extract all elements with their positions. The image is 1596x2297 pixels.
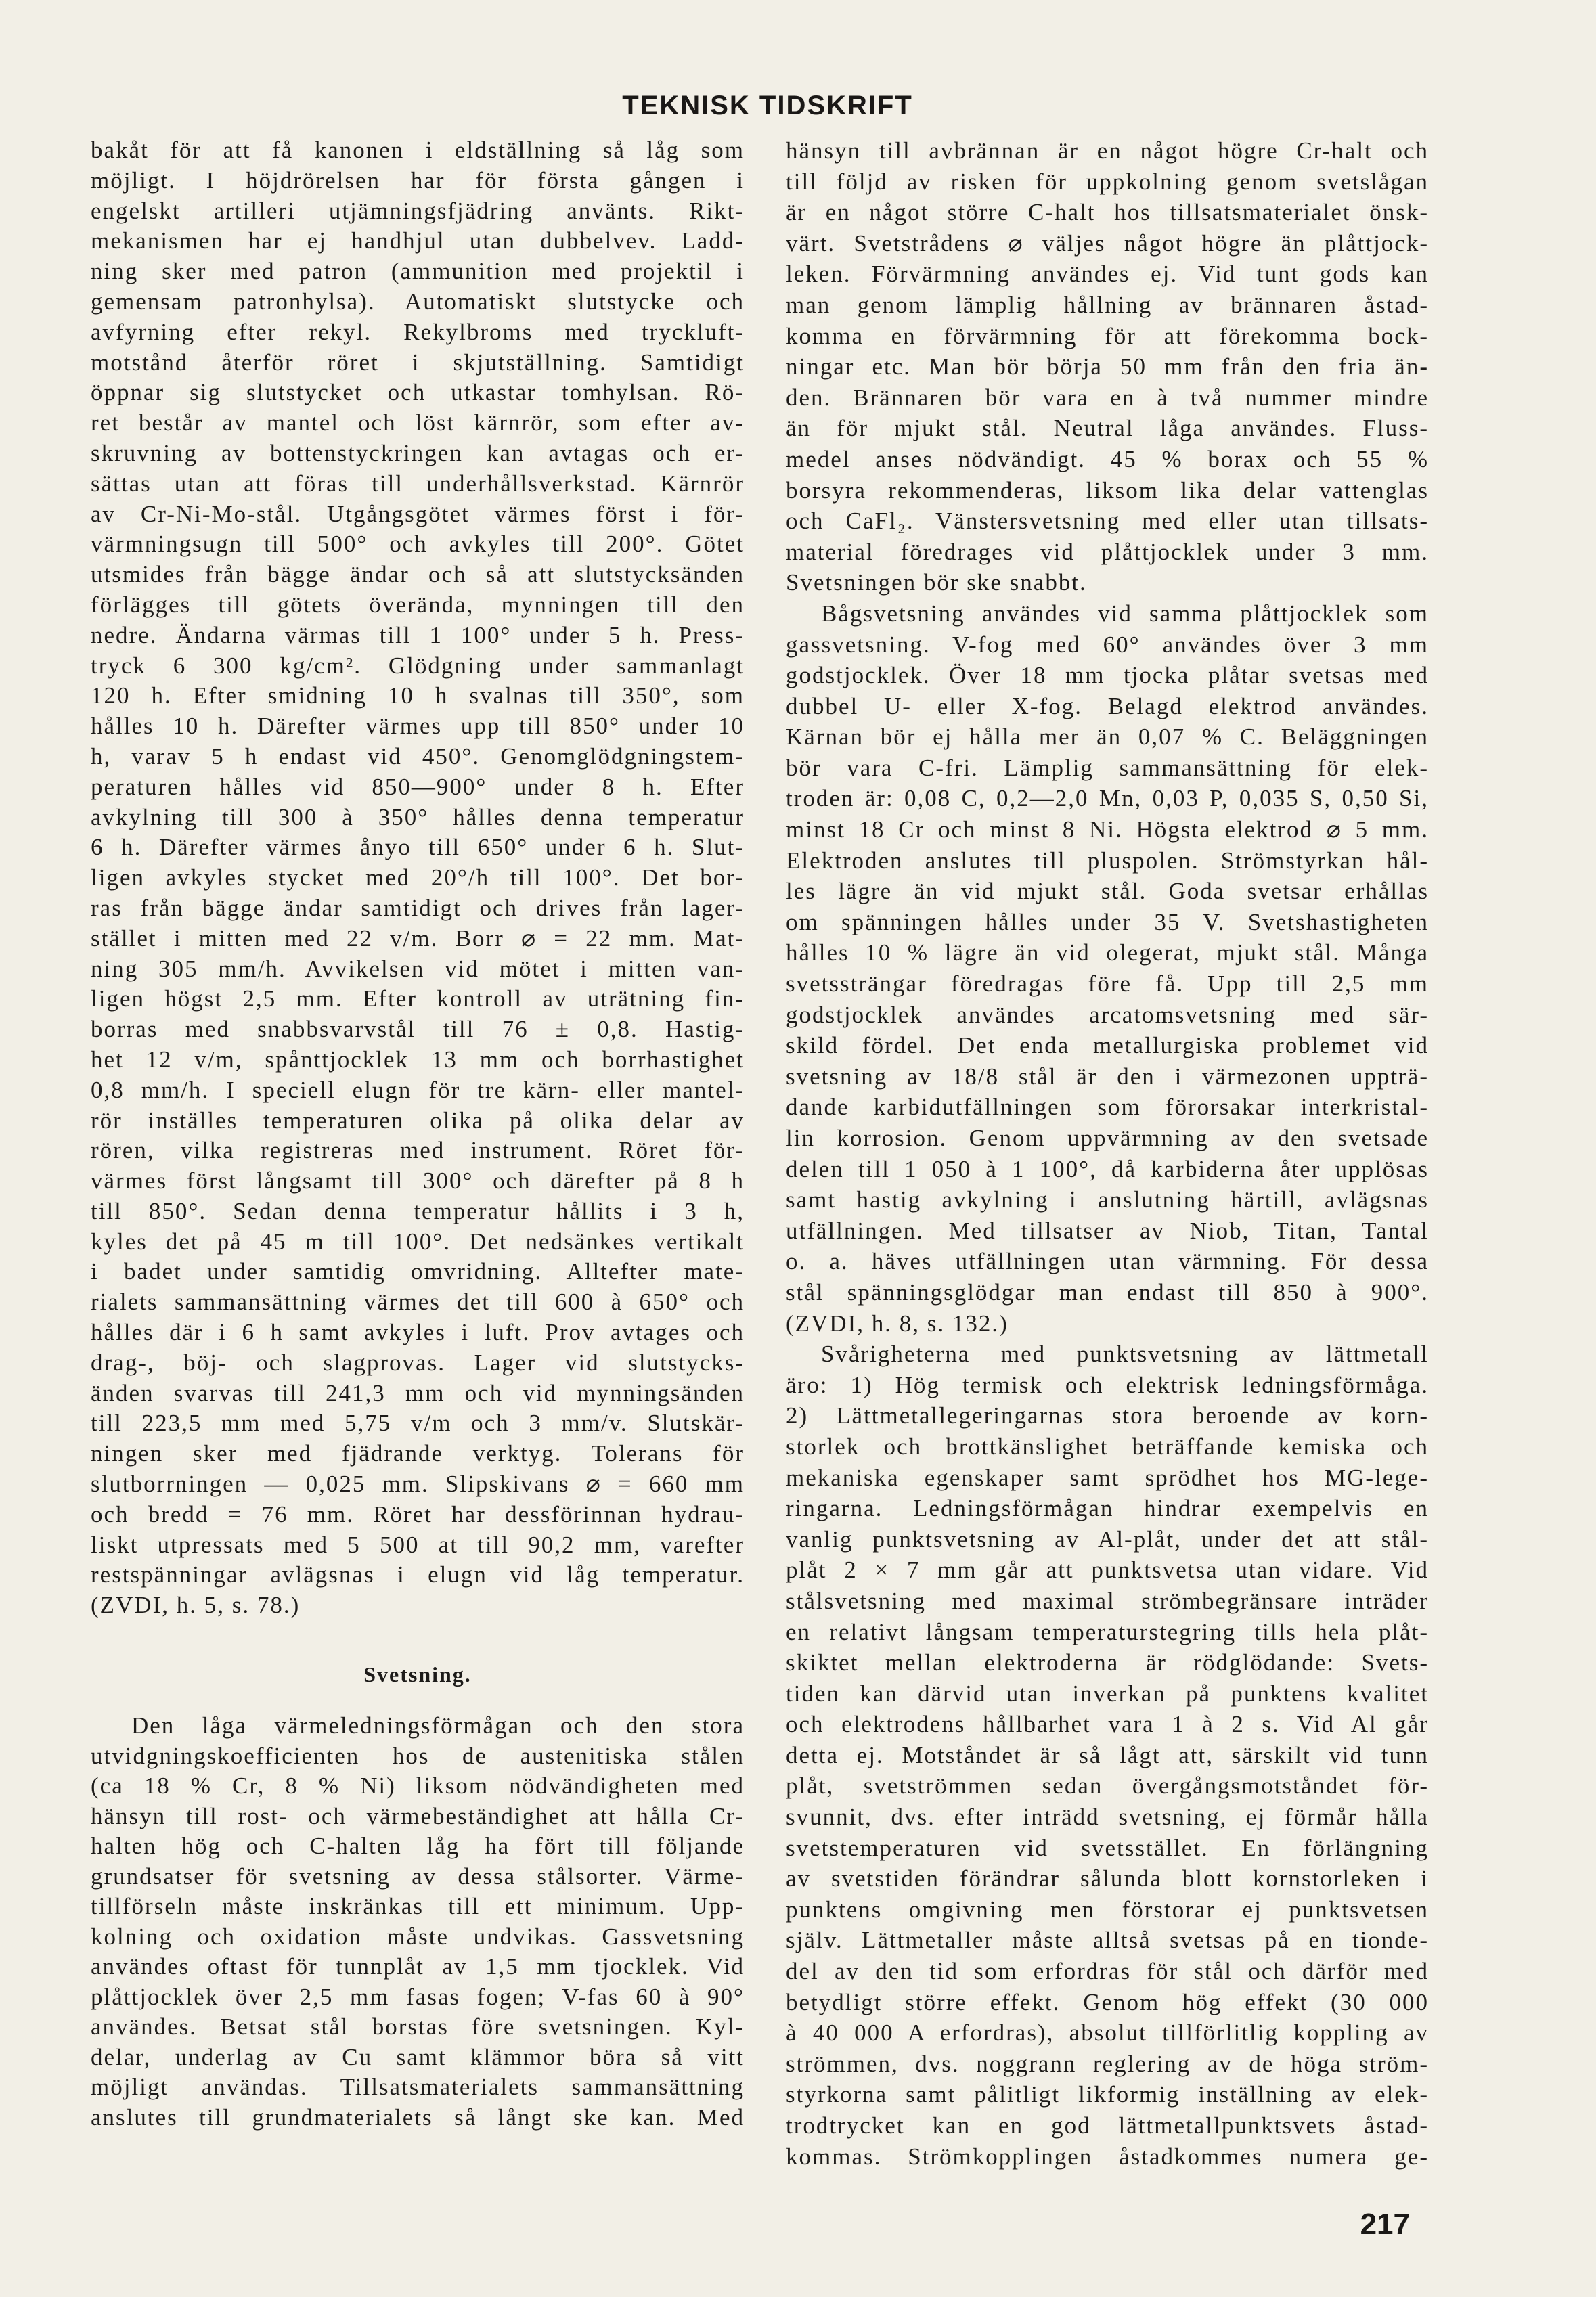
text-line: trodtrycket kan en god lättmetallpunktsvets åstad-: [786, 2112, 1429, 2139]
text-line: samt hastig avkylning i anslutning härtill, avlägsnas: [786, 1186, 1429, 1213]
text-line: stället i mitten med 22 v/m. Borr ⌀ = 22 mm. Mat-: [91, 924, 745, 952]
text-line: och bredd = 76 mm. Röret har dessförinnan hydrau-: [91, 1500, 745, 1527]
text-line: till följd av risken för uppkolning genom svetslågan: [786, 168, 1429, 195]
text-line: är en något större C-halt hos tillsatsmaterialet önsk-: [786, 199, 1429, 226]
text-line: svetsning av 18/8 stål är den i värmezonen uppträ-: [786, 1063, 1429, 1090]
text-line: delen till 1 050 à 1 100°, då karbiderna åter upplösas: [786, 1155, 1429, 1182]
text-line: tryck 6 300 kg/cm². Glödgning under sammanlagt: [91, 652, 745, 679]
left-paragraph-welding-intro: [91, 1711, 745, 2133]
text-line: tiden kan därvid utan inverkan på punktens kvalitet: [786, 1680, 1429, 1707]
text-line: rialets sammansättning värmes det till 600 à 650° och: [91, 1289, 745, 1316]
text-line: detta ej. Motståndet är så lågt att, särskilt vid tunn: [786, 1741, 1429, 1768]
text-line: del av den tid som erfordras för stål och därför med: [786, 1958, 1429, 1985]
page-number: 217: [1360, 2208, 1410, 2241]
text-line: peraturen hålles vid 850—900° under 8 h. Efter: [91, 773, 745, 800]
text-line: ligen avkyles stycket med 20°/h till 100°. Det bor-: [91, 864, 745, 891]
text-line: h, varav 5 h endast vid 450°. Genomglödgningstem-: [91, 742, 745, 770]
section-heading-svetsning: Svetsning.: [363, 1662, 472, 1687]
text-line: utvidgningskoefficienten hos de austenitiska stålen: [91, 1742, 745, 1769]
text-line: hålles där i 6 h samt avkyles i luft. Prov avtages och: [91, 1319, 745, 1346]
text-line: förlägges till götets överända, mynningen till den: [91, 591, 745, 618]
left-paragraph-gun-barrel: [91, 135, 745, 1621]
text-line: Kärnan bör ej hålla mer än 0,07 % C. Beläggningen: [786, 723, 1429, 751]
right-paragraph-spot-welding: [786, 1339, 1429, 2172]
text-line: o. a. häves utfällningen utan värmning. För dessa: [786, 1248, 1429, 1275]
text-line: kommas. Strömkopplingen åstadkommes numera ge-: [786, 2143, 1429, 2170]
text-line: borsyra rekommenderas, liksom lika delar vattenglas: [786, 476, 1429, 504]
text-line: skild fördel. Det enda metallurgiska problemet vid: [786, 1032, 1429, 1059]
text-line: tillförseln måste inskränkas till ett minimum. Upp-: [91, 1893, 745, 1920]
text-line: av svetstiden förändrar sålunda blott kornstorleken i: [786, 1865, 1429, 1892]
left-column: [91, 135, 745, 2133]
text-line: änden svarvas till 241,3 mm och vid mynningsänden: [91, 1379, 745, 1406]
text-line: till 223,5 mm med 5,75 v/m och 3 mm/v. Slutskär-: [91, 1410, 745, 1437]
text-line: (ZVDI, h. 8, s. 132.): [786, 1310, 1008, 1337]
text-line: delar, underlag av Cu samt klämmor böra så vitt: [91, 2043, 745, 2070]
text-line: Elektroden anslutes till pluspolen. Strömstyrkan hål-: [786, 847, 1429, 874]
text-line: kyles det på 45 m till 100°. Det nedsänkes vertikalt: [91, 1228, 745, 1255]
text-line: ligen högst 2,5 mm. Efter kontroll av uträtning fin-: [91, 985, 745, 1012]
text-line: grundsatser för svetsning av dessa stålsorter. Värme-: [91, 1863, 745, 1890]
text-line: ringarna. Ledningsförmågan hindrar exempelvis en: [786, 1495, 1429, 1522]
text-line: leken. Förvärmning användes ej. Vid tunt gods kan: [786, 261, 1429, 288]
text-line: ret består av mantel och löst kärnrör, som efter av-: [91, 409, 745, 437]
text-line: gemensam patronhylsa). Automatiskt slutstycke och: [91, 288, 745, 315]
text-line: användes oftast för tunnplåt av 1,5 mm tjocklek. Vid: [91, 1953, 745, 1980]
text-line: kolning och oxidation måste undvikas. Gassvetsning: [91, 1923, 745, 1950]
text-line: än för mjukt stål. Neutral låga användes. Fluss-: [786, 415, 1429, 442]
text-line: ning sker med patron (ammunition med projektil i: [91, 258, 745, 285]
text-line: anslutes till grundmaterialets så långt ske kan. Med: [91, 2103, 745, 2131]
text-line: liskt utpressats med 5 500 at till 90,2 mm, varefter: [91, 1531, 745, 1558]
text-line: punktens omgivning men förstorar ej punktsvetsen: [786, 1896, 1429, 1923]
text-line: styrkorna samt pålitligt likformig inställning av elek-: [786, 2081, 1429, 2108]
text-line: hålles 10 h. Därefter värmes upp till 850° under 10: [91, 713, 745, 740]
text-line: drag-, böj- och slagprovas. Lager vid slutstycks-: [91, 1349, 745, 1376]
text-line: mekaniska egenskaper samt sprödhet hos MG-lege-: [786, 1464, 1429, 1491]
text-line: stål spänningsglödgar man endast till 850 à 900°.: [786, 1278, 1429, 1306]
text-line: mekanismen har ej handhjul utan dubbelvev. Ladd-: [91, 227, 745, 254]
text-line: och CaFl₂. Vänstersvetsning med eller utan tillsats-: [786, 508, 1429, 535]
text-line: minst 18 Cr och minst 8 Ni. Högsta elektrod ⌀ 5 mm.: [786, 816, 1429, 843]
text-line: à 40 000 A erfordras), absolut tillförlitlig koppling av: [786, 2020, 1429, 2047]
right-column: [786, 135, 1429, 2172]
text-line: och elektrodens hållbarhet vara 1 à 2 s. Vid Al går: [786, 1711, 1429, 1738]
text-line: till 850°. Sedan denna temperatur hållits i 3 h,: [91, 1197, 745, 1224]
text-line: avkylning till 300 à 350° hålles denna temperatur: [91, 803, 745, 830]
text-line: hänsyn till rost- och värmebeständighet att hålla Cr-: [91, 1802, 745, 1829]
text-line: plåt 2 × 7 mm går att punktsvetsa utan vidare. Vid: [786, 1557, 1429, 1584]
text-line: rör inställes temperaturen olika på olika delar av: [91, 1107, 745, 1134]
text-line: användes. Betsat stål borstas före svetsningen. Kyl-: [91, 2013, 745, 2040]
text-line: avfyrning efter rekyl. Rekylbroms med tryckluft-: [91, 318, 745, 345]
text-line: les lägre än vid mjukt stål. Goda svetsar erhållas: [786, 878, 1429, 905]
text-line: värmningsugn till 500° och avkyles till 200°. Götet: [91, 531, 745, 558]
text-line: en relativt långsam temperaturstegring tills hela plåt-: [786, 1618, 1429, 1645]
text-line: sättas utan att föras till underhållsverkstad. Kärnrör: [91, 470, 745, 497]
text-line: Bågsvetsning användes vid samma plåttjocklek som: [821, 600, 1429, 627]
text-line: själv. Lättmetaller måste alltså svetsas på en tionde-: [786, 1927, 1429, 1954]
text-line: restspänningar avlägsnas i elugn vid låg temperatur.: [91, 1561, 745, 1588]
text-line: Svetsningen bör ske snabbt.: [786, 569, 1087, 596]
text-line: dande karbidutfällningen som förorsakar interkristal-: [786, 1094, 1429, 1121]
right-paragraph-gas-welding: [786, 135, 1429, 598]
text-line: värt. Svetstrådens ⌀ väljes något högre än plåttjock-: [786, 229, 1429, 257]
text-line: komma en förvärmning för att förekomma bock-: [786, 322, 1429, 349]
text-line: öppnar sig slutstycket och utkastar tomhylsan. Rö-: [91, 379, 745, 406]
text-line: godstjocklek. Över 18 mm tjocka plåtar svetsas med: [786, 662, 1429, 689]
text-line: (ZVDI, h. 5, s. 78.): [91, 1592, 301, 1619]
text-line: Den låga värmeledningsförmågan och den stora: [131, 1712, 745, 1739]
text-line: om spänningen hålles under 35 V. Svetshastigheten: [786, 908, 1429, 935]
text-line: 120 h. Efter smidning 10 h svalnas till 350°, som: [91, 682, 745, 709]
text-line: av Cr-Ni-Mo-stål. Utgångsgötet värmes först i för-: [91, 500, 745, 527]
text-line: ras från bägge ändar samtidigt och drives från lager-: [91, 894, 745, 921]
text-line: svetssträngar föredragas före få. Upp till 2,5 mm: [786, 971, 1429, 998]
text-line: lin korrosion. Genom uppvärmning av den svetsade: [786, 1125, 1429, 1151]
text-line: skruvning av bottenstyckringen kan avtagas och er-: [91, 439, 745, 466]
text-line: betydligt större effekt. Genom hög effekt (30 000: [786, 1988, 1429, 2015]
text-line: 6 h. Därefter värmes ånyo till 650° under 6 h. Slut-: [91, 834, 745, 861]
text-line: man genom lämplig hållning av brännaren åstad-: [786, 291, 1429, 318]
text-line: material föredrages vid plåttjocklek under 3 mm.: [786, 538, 1429, 565]
running-head-journal-title: TEKNISK TIDSKRIFT: [622, 91, 913, 120]
text-line: ningen sker med fjädrande verktyg. Tolerans för: [91, 1440, 745, 1467]
text-line: motstånd återför röret i skjutställning. Samtidigt: [91, 349, 745, 376]
text-line: gassvetsning. V-fog med 60° användes över 3 mm: [786, 631, 1429, 658]
text-line: hålles 10 % lägre än vid olegerat, mjukt stål. Många: [786, 939, 1429, 966]
text-line: medel anses nödvändigt. 45 % borax och 55 %: [786, 445, 1429, 472]
text-line: strömmen, dvs. noggrann reglering av de höga ström-: [786, 2050, 1429, 2077]
text-line: nedre. Ändarna värmas till 1 100° under 5 h. Press-: [91, 621, 745, 648]
text-line: bakåt för att få kanonen i eldställning så låg som: [91, 137, 745, 163]
text-line: 0,8 mm/h. I speciell elugn för tre kärn- eller mantel-: [91, 1076, 745, 1103]
text-line: vanlig punktsvetsning av Al-plåt, under det att stål-: [786, 1525, 1429, 1553]
text-line: engelskt artilleri utjämningsfjädring använts. Rikt-: [91, 197, 745, 224]
text-line: storlek och brottkänslighet beträffande kemiska och: [786, 1433, 1429, 1460]
text-line: Svårigheterna med punktsvetsning av lättmetall: [821, 1341, 1429, 1368]
text-line: bör vara C-fri. Lämplig sammansättning för elek-: [786, 754, 1429, 781]
text-line: dubbel U- eller X-fog. Belagd elektrod användes.: [786, 692, 1429, 719]
text-line: plåttjocklek över 2,5 mm fasas fogen; V-fas 60 à 90°: [91, 1983, 745, 2010]
text-line: hänsyn till avbrännan är en något högre Cr-halt och: [786, 137, 1429, 164]
right-paragraph-arc-welding: [786, 598, 1429, 1339]
text-line: slutborrningen — 0,025 mm. Slipskivans ⌀ = 660 mm: [91, 1471, 745, 1498]
text-line: godstjocklek användes arcatomsvetsning med sär-: [786, 1001, 1429, 1028]
text-line: äro: 1) Hög termisk och elektrisk ledningsförmåga.: [786, 1371, 1429, 1398]
text-line: utsmides från bägge ändar och så att slutstycksänden: [91, 561, 745, 588]
text-line: möjligt. I höjdrörelsen har för första gången i: [91, 166, 745, 194]
text-line: rören, vilka registreras med instrument. Röret för-: [91, 1137, 745, 1164]
text-line: utfällningen. Med tillsatser av Niob, Titan, Tantal: [786, 1217, 1429, 1244]
text-line: skiktet mellan elektroderna är rödglödande: Svets-: [786, 1649, 1429, 1676]
text-line: het 12 v/m, spånttjocklek 13 mm och borrhastighet: [91, 1046, 745, 1073]
text-line: stålsvetsning med maximal strömbegränsare inträder: [786, 1587, 1429, 1614]
text-line: den. Brännaren bör vara en à två nummer mindre: [786, 384, 1429, 411]
text-line: troden är: 0,08 C, 0,2—2,0 Mn, 0,03 P, 0,035 S, 0,50 Si,: [786, 785, 1429, 812]
text-line: värmes först långsamt till 300° och därefter på 8 h: [91, 1167, 745, 1195]
text-line: svunnit, dvs. efter inträdd svetsning, ej förmår hålla: [786, 1804, 1429, 1831]
text-line: borras med snabbsvarvstål till 76 ± 0,8. Hastig-: [91, 1016, 745, 1043]
text-line: plåt, svetströmmen sedan övergångsmotståndet för-: [786, 1772, 1429, 1800]
text-line: ningar etc. Man bör börja 50 mm från den fria än-: [786, 353, 1429, 380]
text-line: 2) Lättmetallegeringarnas stora beroende av korn-: [786, 1402, 1429, 1429]
text-line: halten hög och C-halten låg ha fört till följande: [91, 1833, 745, 1860]
text-line: i badet under samtidig omvridning. Alltefter mate-: [91, 1258, 745, 1285]
text-line: svetstemperaturen vid svetsstället. En förlängning: [786, 1834, 1429, 1861]
text-line: (ca 18 % Cr, 8 % Ni) liksom nödvändigheten med: [91, 1772, 745, 1800]
text-line: möjligt användas. Tillsatsmaterialets sammansättning: [91, 2074, 745, 2101]
text-line: ning 305 mm/h. Avvikelsen vid mötet i mitten van-: [91, 955, 745, 982]
